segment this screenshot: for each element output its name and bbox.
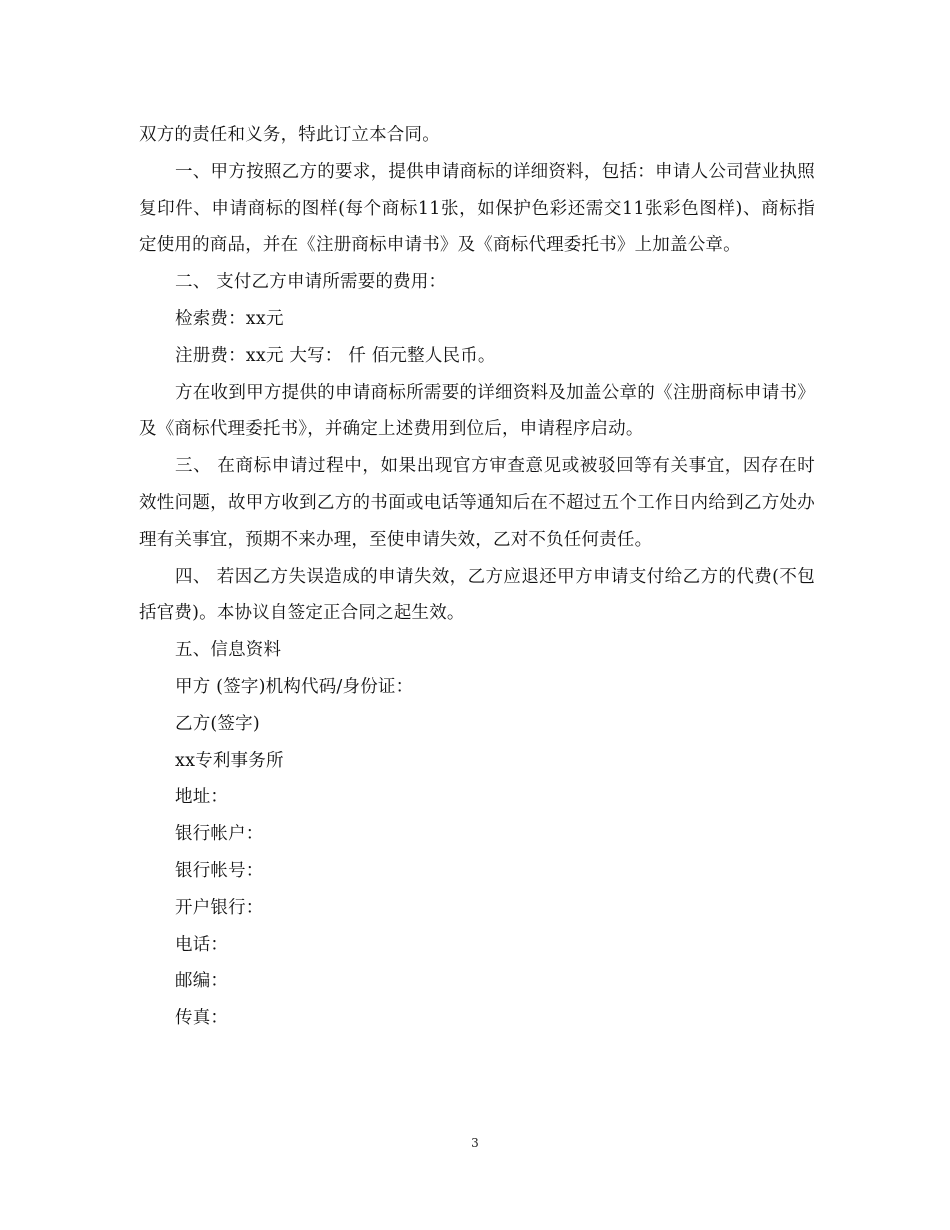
paragraph-clause-1: 一、甲方按照乙方的要求，提供申请商标的详细资料，包括：申请人公司营业执照复印件、申请商标的图样(每个商标11张，如保护色彩还需交11张彩色图样)、商标指定使用的商品，并在《注册商标申请书》及《商标代理委托书》上加盖公章。 [139, 161, 815, 256]
field-phone: 电话： [175, 934, 229, 955]
paragraph-registration-fee: 注册费：xx元 大写： 仟 佰元整人民币。 [175, 345, 496, 366]
field-bank: 开户银行： [175, 897, 264, 918]
page-number: 3 [471, 1136, 479, 1150]
document-body [139, 117, 815, 1037]
paragraph-clause-2: 二、 支付乙方申请所需要的费用： [175, 272, 447, 293]
paragraph-clause-5-heading: 五、信息资料 [175, 640, 282, 661]
paragraph-contract-intro: 双方的责任和义务，特此订立本合同。 [139, 125, 440, 145]
paragraph-clause-4: 四、 若因乙方失误造成的申请失效，乙方应退还甲方申请支付给乙方的代费(不包括官费)。本协议自签定正合同之起生效。 [139, 566, 815, 624]
field-party-b-signature: 乙方(签字) [175, 713, 260, 734]
field-fax: 传真： [175, 1008, 229, 1029]
field-firm-name: xx专利事务所 [175, 750, 284, 771]
paragraph-clause-3: 三、 在商标申请过程中，如果出现官方审查意见或被驳回等有关事宜，因存在时效性问题，故甲方收到乙方的书面或电话等通知后在不超过五个工作日内给到乙方处办理有关事宜，预期不来办理，至使申请失效，乙对不负任何责任。 [139, 456, 815, 550]
field-party-a-signature: 甲方 (签字)机构代码/身份证： [175, 676, 414, 697]
paragraph-search-fee: 检索费：xx元 [175, 308, 284, 329]
paragraph-procedure-start: 方在收到甲方提供的申请商标所需要的详细资料及加盖公章的《注册商标申请书》及《商标代理委托书》，并确定上述费用到位后，申请程序启动。 [139, 382, 815, 440]
field-bank-account-number: 银行帐号： [175, 860, 264, 881]
field-postcode: 邮编： [175, 971, 229, 992]
field-bank-account-name: 银行帐户： [175, 824, 264, 845]
field-address: 地址： [175, 787, 229, 808]
